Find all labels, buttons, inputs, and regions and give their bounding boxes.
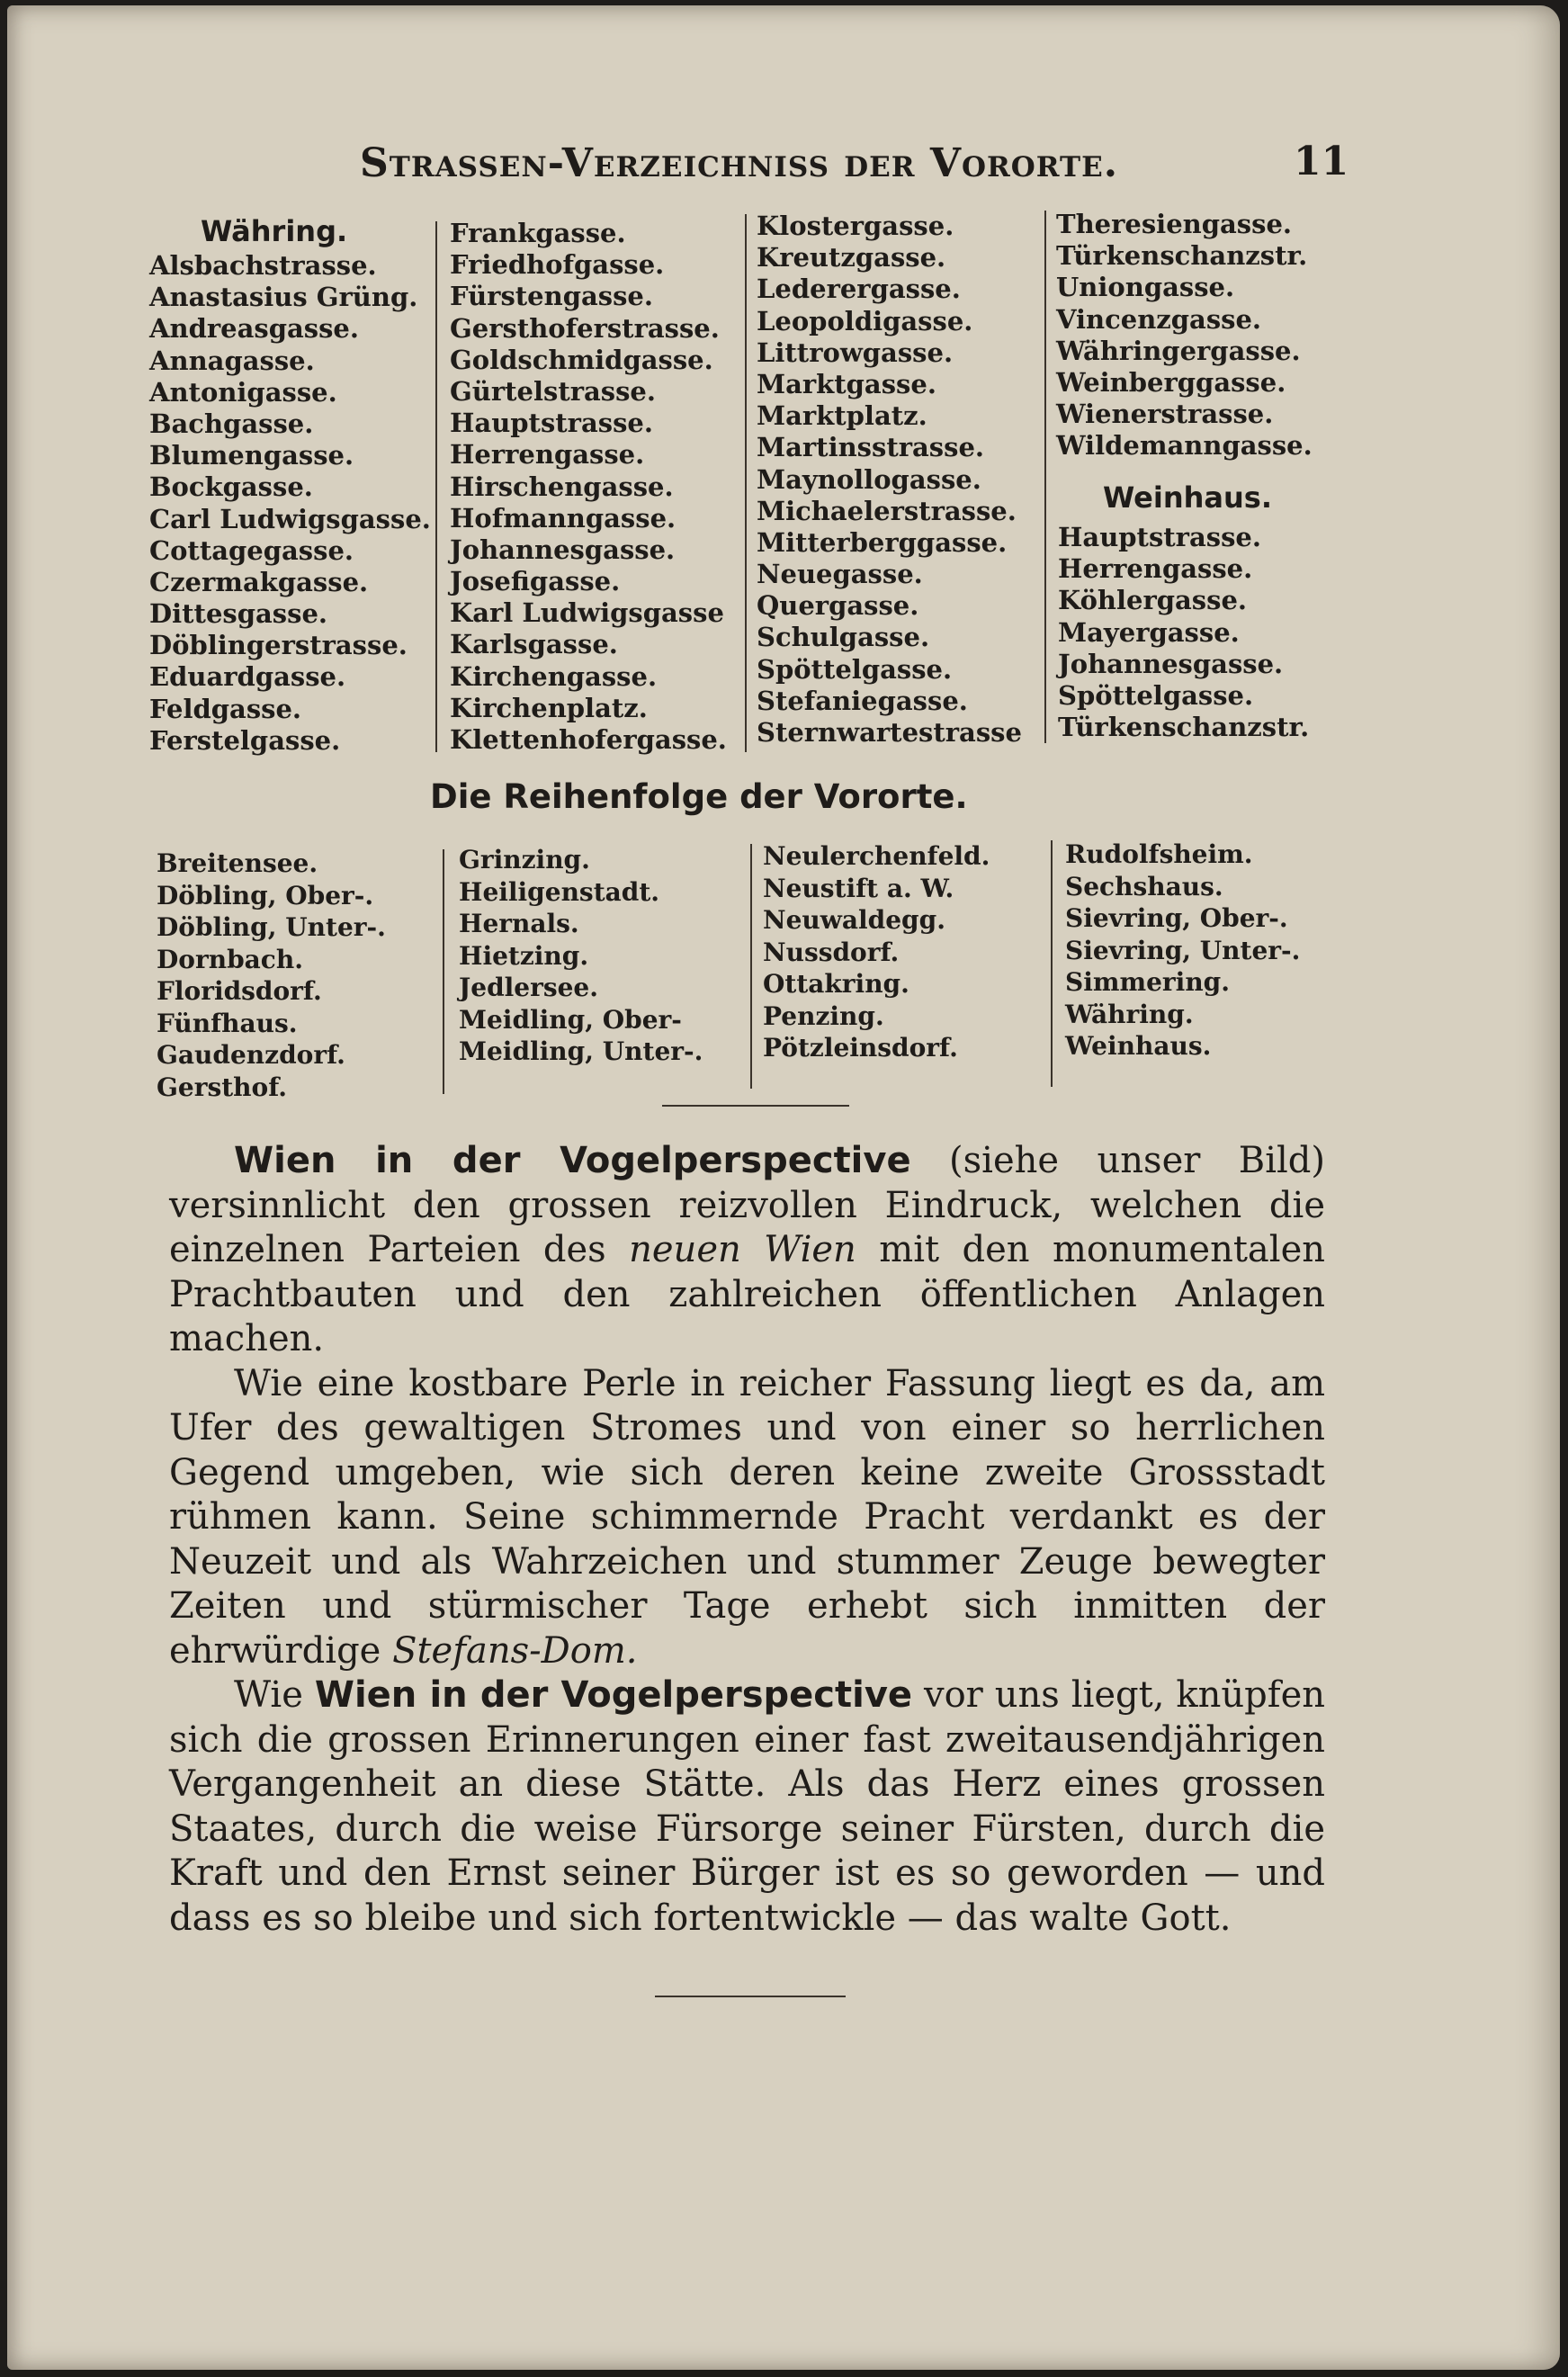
- list-item: Mayergasse.: [1058, 616, 1240, 648]
- list-item: Uniongasse.: [1056, 272, 1235, 303]
- list-item: Neuegasse.: [757, 559, 923, 590]
- list-item: Währingergasse.: [1056, 335, 1301, 366]
- list-item: Köhlergasse.: [1058, 585, 1248, 616]
- list-item: Marktplatz.: [757, 400, 927, 432]
- section-heading-waehring: Währing.: [201, 214, 348, 248]
- emphasis-text: Stefans-Dom.: [392, 1629, 638, 1672]
- street-column-4b: [1058, 522, 1309, 743]
- list-item: Breitensee.: [157, 848, 318, 878]
- list-item: Döbling, Ober-.: [157, 880, 374, 910]
- list-item: Hietzing.: [459, 940, 589, 971]
- list-item: Währing.: [1065, 999, 1194, 1029]
- list-item: Spöttelgasse.: [757, 653, 953, 685]
- suburb-column-2: [459, 844, 703, 1068]
- paragraph-text: Wie: [234, 1674, 315, 1716]
- list-item: Schulgasse.: [757, 622, 930, 653]
- list-item: Carl Ludwigsgasse.: [149, 503, 431, 534]
- list-item: Blumengasse.: [149, 440, 354, 471]
- page-number: 11: [1294, 139, 1349, 184]
- paragraph-text: vor uns liegt, knüpfen sich die grossen Erinnerungen einer fast zweitausendjährigen Vergangenheit an diese Stätte. Als das Herz eines grossen Staates, durch die weise Fürsorge seiner Fürsten, durch die Kraft und den Ernst seiner Bürger ist es so geworden — und dass es so bleibe und sich fortentwickle — das walte Gott.: [169, 1674, 1326, 1939]
- list-item: Spöttelgasse.: [1058, 679, 1254, 711]
- list-item: Ferstelgasse.: [149, 724, 341, 756]
- list-item: Cottagegasse.: [149, 534, 354, 566]
- paragraph-lead: Wien in der Vogelperspective: [234, 1140, 911, 1181]
- list-item: Kreutzgasse.: [757, 242, 946, 274]
- list-item: Gersthof.: [157, 1072, 288, 1102]
- list-item: Dornbach.: [157, 944, 303, 974]
- list-item: Theresiengasse.: [1056, 209, 1292, 239]
- list-item: Meidling, Unter-.: [459, 1036, 703, 1066]
- list-item: Fünfhaus.: [157, 1008, 298, 1038]
- list-item: Hauptstrasse.: [450, 408, 653, 439]
- list-item: Kirchenplatz.: [450, 692, 648, 723]
- list-item: Sievring, Ober-.: [1065, 903, 1288, 933]
- list-item: Neulerchenfeld.: [763, 841, 990, 871]
- list-item: Dittesgasse.: [149, 598, 328, 630]
- list-item: Nussdorf.: [763, 937, 900, 967]
- column-divider: [443, 849, 444, 1094]
- list-item: Stefaniegasse.: [757, 685, 968, 716]
- list-item: Gürtelstrasse.: [450, 375, 656, 407]
- list-item: Herrengasse.: [450, 439, 645, 471]
- paragraph-text: mit den monumentalen Prachtbauten und den zahlreichen öffentlichen Anlagen machen.: [169, 1229, 1326, 1359]
- body-text: [169, 1139, 1325, 1941]
- paragraph-lead: Wien in der Vogelperspective: [314, 1674, 913, 1716]
- list-item: Mitterberggasse.: [757, 526, 1008, 558]
- list-item: Grinzing.: [459, 845, 590, 875]
- list-item: Lederergasse.: [757, 274, 961, 305]
- list-item: Rudolfsheim.: [1065, 839, 1253, 869]
- list-item: Floridsdorf.: [157, 976, 322, 1006]
- list-item: Döblingerstrasse.: [149, 630, 408, 661]
- list-item: Andreasgasse.: [149, 313, 359, 345]
- reihenfolge-heading: Die Reihenfolge der Vororte.: [430, 777, 968, 816]
- list-item: Herrengasse.: [1058, 553, 1253, 585]
- list-item: Annagasse.: [149, 345, 315, 376]
- book-page: [7, 5, 1560, 2370]
- section-heading-weinhaus: Weinhaus.: [1103, 480, 1272, 515]
- emphasis-text: neuen Wien: [629, 1229, 856, 1270]
- list-item: Hauptstrasse.: [1058, 522, 1261, 552]
- suburb-column-4: [1065, 839, 1300, 1063]
- column-divider: [1044, 211, 1046, 743]
- list-item: Ottakring.: [763, 969, 909, 999]
- list-item: Karl Ludwigsgasse: [450, 597, 724, 629]
- column-divider: [745, 214, 747, 752]
- list-item: Fürstengasse.: [450, 281, 653, 312]
- list-item: Türkenschanzstr.: [1058, 712, 1310, 743]
- list-item: Leopoldigasse.: [757, 305, 973, 336]
- list-item: Sternwartestrasse: [757, 717, 1022, 748]
- list-item: Bachgasse.: [149, 408, 314, 439]
- list-item: Neuwaldegg.: [763, 905, 945, 935]
- paragraph-2: [169, 1362, 1325, 1674]
- list-item: Sechshaus.: [1065, 871, 1223, 901]
- list-item: Johannesgasse.: [450, 534, 676, 565]
- list-item: Weinberggasse.: [1056, 366, 1286, 398]
- list-item: Maynollogasse.: [757, 463, 981, 495]
- paragraph-text: (siehe unser Bild) versinnlicht den grossen reizvollen Eindruck, welchen die einzelnen Parteien des: [169, 1140, 1325, 1270]
- list-item: Anastasius Grüng.: [149, 282, 418, 313]
- list-item: Quergasse.: [757, 590, 919, 622]
- list-item: Gersthoferstrasse.: [450, 312, 720, 344]
- suburb-column-1: [157, 848, 386, 1103]
- column-divider: [435, 221, 437, 752]
- list-item: Feldgasse.: [149, 693, 302, 724]
- list-item: Hirschengasse.: [450, 471, 674, 502]
- list-item: Penzing.: [763, 1000, 884, 1031]
- list-item: Hofmanngasse.: [450, 502, 676, 534]
- street-column-1: [149, 250, 431, 757]
- list-item: Littrowgasse.: [757, 336, 954, 368]
- list-item: Friedhofgasse.: [450, 249, 665, 281]
- list-item: Karlsgasse.: [450, 629, 618, 660]
- list-item: Antonigasse.: [149, 376, 337, 408]
- list-item: Neustift a. W.: [763, 873, 954, 903]
- list-item: Heiligenstadt.: [459, 876, 660, 907]
- column-divider: [750, 844, 752, 1089]
- street-column-4: [1056, 209, 1313, 462]
- street-column-3: [757, 211, 1022, 749]
- column-divider: [1051, 840, 1053, 1087]
- list-item: Weinhaus.: [1065, 1031, 1212, 1061]
- list-item: Bockgasse.: [149, 471, 313, 503]
- list-item: Martinsstrasse.: [757, 432, 984, 463]
- list-item: Eduardgasse.: [149, 661, 346, 693]
- paragraph-1: [169, 1139, 1325, 1362]
- list-item: Hernals.: [459, 909, 579, 938]
- list-item: Simmering.: [1065, 967, 1230, 997]
- list-item: Pötzleinsdorf.: [763, 1033, 958, 1063]
- paragraph-text: Wie eine kostbare Perle in reicher Fassung liegt es da, am Ufer des gewaltigen Stromes und von einer so herrlichen Gegend umgeben, wie sich deren keine zweite Grossstadt rühmen kann. Seine schimmernde Pracht verdankt es der Neuzeit und als Wahrzeichen und stummer Zeuge bewegter Zeiten und stürmischer Tage erhebt sich inmitten der ehrwürdige: [169, 1362, 1325, 1672]
- list-item: Jedlersee.: [459, 973, 598, 1002]
- running-header: Strassen-Verzeichniss der Vororte.: [360, 140, 1119, 186]
- paragraph-3: [169, 1673, 1325, 1941]
- list-item: Goldschmidgasse.: [450, 344, 713, 375]
- list-item: Döbling, Unter-.: [157, 912, 386, 942]
- list-item: Czermakgasse.: [149, 566, 369, 597]
- list-item: Sievring, Unter-.: [1065, 935, 1301, 965]
- list-item: Frankgasse.: [450, 218, 626, 248]
- list-item: Kirchengasse.: [450, 660, 658, 692]
- list-item: Gaudenzdorf.: [157, 1040, 345, 1070]
- list-item: Meidling, Ober-: [459, 1004, 682, 1035]
- list-item: Klettenhofergasse.: [450, 724, 727, 755]
- list-item: Klostergasse.: [757, 211, 954, 241]
- suburb-column-3: [763, 840, 990, 1064]
- list-item: Johannesgasse.: [1058, 648, 1284, 679]
- list-item: Marktgasse.: [757, 368, 936, 399]
- list-item: Wildemanngasse.: [1056, 430, 1313, 462]
- list-item: Türkenschanzstr.: [1056, 240, 1308, 272]
- list-item: Josefigasse.: [450, 566, 621, 597]
- separator-rule-bottom: [655, 1996, 846, 1997]
- street-column-2: [450, 218, 727, 756]
- list-item: Alsbachstrasse.: [149, 250, 377, 281]
- list-item: Wienerstrasse.: [1056, 399, 1274, 430]
- separator-rule: [662, 1105, 849, 1107]
- list-item: Vincenzgasse.: [1056, 303, 1262, 335]
- list-item: Michaelerstrasse.: [757, 495, 1017, 526]
